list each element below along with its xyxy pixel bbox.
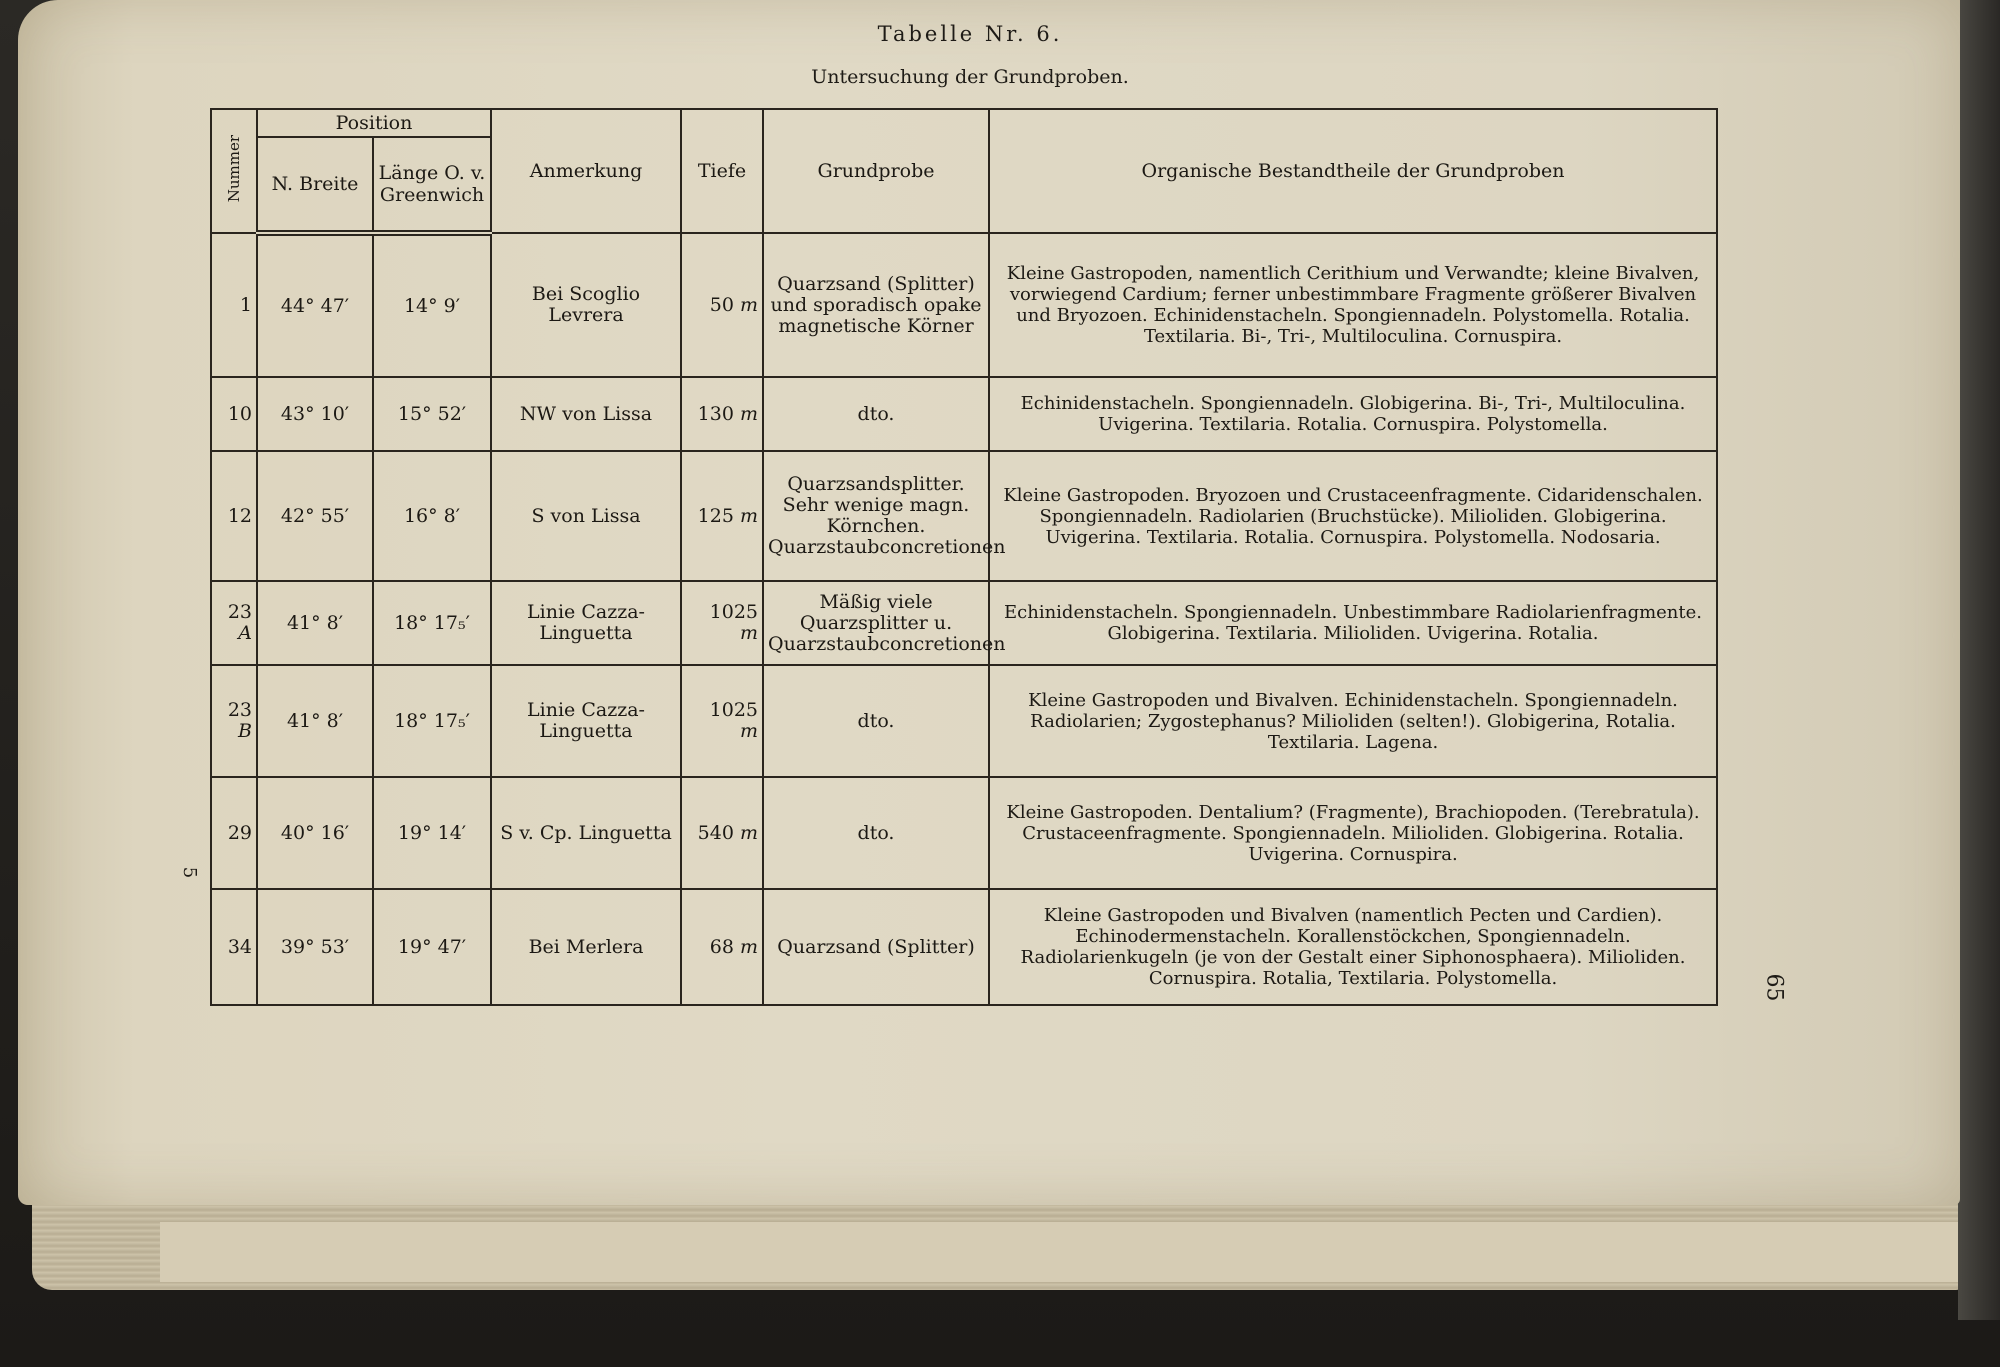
table-row [211, 777, 1717, 889]
page-subtitle: Untersuchung der Grundproben. [811, 66, 1129, 88]
cell-breite: 42° 55′ [257, 451, 373, 581]
cell-nummer: 34 [211, 889, 257, 1005]
table-row [211, 451, 1717, 581]
cell-nummer: 1 [211, 233, 257, 377]
cell-tiefe: 50 m [681, 233, 763, 377]
header-organisch: Organische Bestandtheile der Grundproben [989, 109, 1717, 233]
sample-table [210, 108, 1718, 1006]
header-anmerkung: Anmerkung [491, 109, 681, 233]
cell-breite: 43° 10′ [257, 377, 373, 451]
table-row [211, 665, 1717, 777]
cell-breite: 41° 8′ [257, 581, 373, 665]
cell-grundprobe: Quarzsand (Splitter) und sporadisch opake magnetische Körner [763, 233, 989, 377]
cell-tiefe: 130 m [681, 377, 763, 451]
header-breite: N. Breite [257, 137, 373, 233]
cell-nummer: 23 A [211, 581, 257, 665]
table-row [211, 233, 1717, 377]
cell-nummer: 10 [211, 377, 257, 451]
header-tiefe: Tiefe [681, 109, 763, 233]
page-title: Tabelle Nr. 6. [877, 22, 1063, 46]
cell-tiefe: 125 m [681, 451, 763, 581]
cell-breite: 41° 8′ [257, 665, 373, 777]
cell-anmerkung: Linie Cazza-Linguetta [491, 665, 681, 777]
cell-grundprobe: dto. [763, 777, 989, 889]
cell-laenge: 18° 17₅′ [373, 581, 491, 665]
cell-laenge: 16° 8′ [373, 451, 491, 581]
cell-laenge: 15° 52′ [373, 377, 491, 451]
cell-grundprobe: dto. [763, 665, 989, 777]
cell-breite: 40° 16′ [257, 777, 373, 889]
cell-nummer: 29 [211, 777, 257, 889]
cell-laenge: 14° 9′ [373, 233, 491, 377]
cell-anmerkung: Linie Cazza-Linguetta [491, 581, 681, 665]
cell-breite: 44° 47′ [257, 233, 373, 377]
cell-grundprobe: Quarzsand (Splitter) [763, 889, 989, 1005]
cell-organisch: Kleine Gastropoden und Bivalven. Echinidenstacheln. Spongiennadeln. Radiolarien; Zygostephanus? Milioliden (selten!). Globigerina, Rotalia. Textilaria. Lagena. [989, 665, 1717, 777]
page-number: 65 [1761, 973, 1787, 1002]
margin-mark: 5 [179, 866, 201, 879]
cell-tiefe: 68 m [681, 889, 763, 1005]
cell-laenge: 19° 14′ [373, 777, 491, 889]
cell-anmerkung: S v. Cp. Linguetta [491, 777, 681, 889]
cell-organisch: Kleine Gastropoden. Bryozoen und Crustaceenfragmente. Cidaridenschalen. Spongiennadeln. Radiolarien (Bruchstücke). Milioliden. Globigerina. Uvigerina. Textilaria. Rotalia. Cornuspira. Polystomella. Nodosaria. [989, 451, 1717, 581]
cell-nummer: 12 [211, 451, 257, 581]
header-nummer: Nummer [211, 109, 257, 233]
cell-laenge: 19° 47′ [373, 889, 491, 1005]
cell-grundprobe: Mäßig viele Quarzsplitter u. Quarzstaubconcretionen [763, 581, 989, 665]
cell-grundprobe: Quarzsandsplitter. Sehr wenige magn. Körnchen. Quarzstaubconcretionen [763, 451, 989, 581]
header-grundprobe: Grundprobe [763, 109, 989, 233]
header-position: Position [257, 109, 491, 137]
cell-laenge: 18° 17₅′ [373, 665, 491, 777]
table-row [211, 377, 1717, 451]
table-row [211, 581, 1717, 665]
cell-anmerkung: Bei Merlera [491, 889, 681, 1005]
cell-organisch: Kleine Gastropoden. Dentalium? (Fragmente), Brachiopoden. (Terebratula). Crustaceenfragmente. Spongiennadeln. Milioliden. Globigerina. Rotalia. Uvigerina. Cornuspira. [989, 777, 1717, 889]
table-row [211, 889, 1717, 1005]
cell-breite: 39° 53′ [257, 889, 373, 1005]
cell-tiefe: 1025 m [681, 581, 763, 665]
cell-tiefe: 540 m [681, 777, 763, 889]
cell-organisch: Kleine Gastropoden und Bivalven (namentlich Pecten und Cardien). Echinodermenstacheln. Korallenstöckchen, Spongiennadeln. Radiolarienkugeln (je von der Gestalt einer Siphonosphaera). Milioliden. Cornuspira. Rotalia, Textilaria. Polystomella. [989, 889, 1717, 1005]
book-spine-edge [1958, 0, 2000, 1320]
cell-tiefe: 1025 m [681, 665, 763, 777]
page-stack-inner [160, 1222, 1960, 1282]
header-laenge: Länge O. v. Greenwich [373, 137, 491, 233]
cell-anmerkung: NW von Lissa [491, 377, 681, 451]
cell-anmerkung: S von Lissa [491, 451, 681, 581]
cell-organisch: Echinidenstacheln. Spongiennadeln. Globigerina. Bi-, Tri-, Multiloculina. Uvigerina. Textilaria. Rotalia. Cornuspira. Polystomella. [989, 377, 1717, 451]
cell-nummer: 23 B [211, 665, 257, 777]
cell-organisch: Kleine Gastropoden, namentlich Cerithium und Verwandte; kleine Bivalven, vorwiegend Cardium; ferner unbestimmbare Fragmente größerer Bivalven und Bryozoen. Echinidenstacheln. Spongiennadeln. Polystomella. Rotalia. Textilaria. Bi-, Tri-, Multiloculina. Cornuspira. [989, 233, 1717, 377]
cell-grundprobe: dto. [763, 377, 989, 451]
cell-organisch: Echinidenstacheln. Spongiennadeln. Unbestimmbare Radiolarienfragmente. Globigerina. Textilaria. Milioliden. Uvigerina. Rotalia. [989, 581, 1717, 665]
cell-anmerkung: Bei Scoglio Levrera [491, 233, 681, 377]
